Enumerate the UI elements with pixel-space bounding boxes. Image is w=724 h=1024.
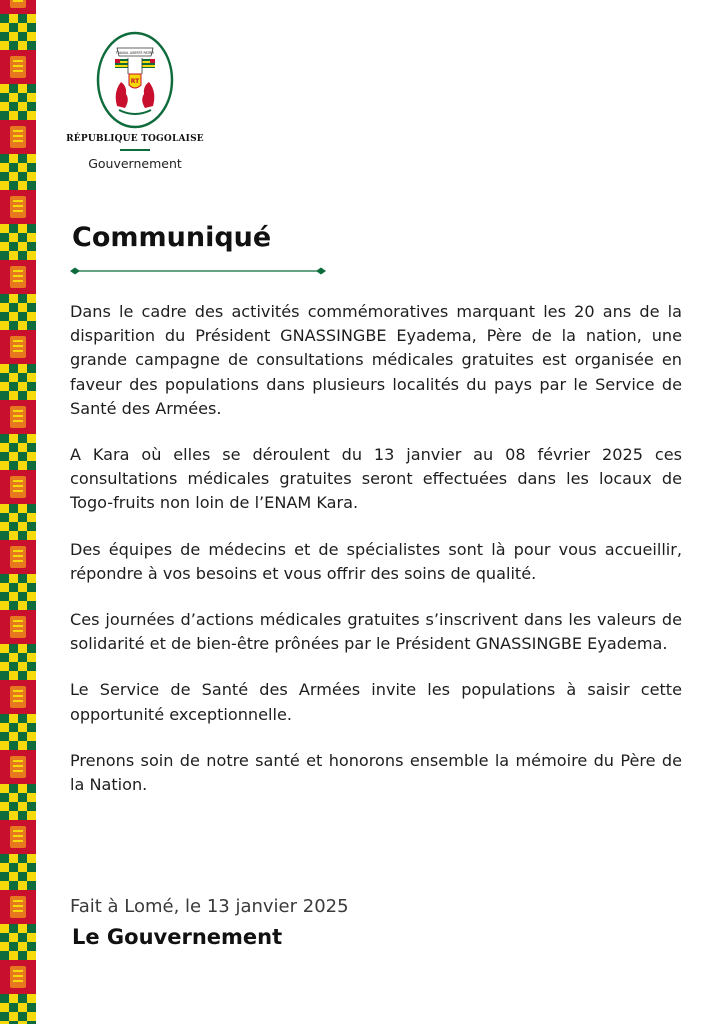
coat-of-arms-icon: [95, 30, 175, 130]
emblem-shield-text: RT: [130, 78, 140, 85]
paragraph: Le Service de Santé des Armées invite les populations à saisir cette opportunité exceptionnelle.: [70, 680, 682, 724]
page-title: Communiqué: [72, 222, 272, 253]
place-and-date: Fait à Lomé, le 13 janvier 2025: [70, 896, 349, 917]
signatory: Le Gouvernement: [72, 925, 283, 949]
paragraph: Des équipes de médecins et de spécialistes sont là pour vous accueillir, répondre à vos besoins et vous offrir des soins de qualité.: [70, 539, 682, 583]
paragraph: Ces journées d’actions médicales gratuites s’inscrivent dans les valeurs de solidarité et de bien-être prônées par le Président GNASSINGBE Eyadema.: [70, 610, 682, 654]
paragraph: A Kara où elles se déroulent du 13 janvier au 08 février 2025 ces consultations médicales gratuites seront effectuées dans les locaux de Togo-fruits non loin de l’ENAM Kara.: [70, 445, 682, 513]
communique-body: [70, 300, 682, 819]
decorative-border-strip: [0, 0, 36, 1024]
divider-right-diamond: [316, 268, 326, 275]
paragraph: Prenons soin de notre santé et honorons ensemble la mémoire du Père de la Nation.: [70, 750, 682, 795]
letterhead: [60, 30, 210, 171]
government-label: Gouvernement: [88, 156, 182, 171]
paragraph: Dans le cadre des activités commémoratives marquant les 20 ans de la disparition du Président GNASSINGBE Eyadema, Père de la nation, une grande campagne de consultations médicales gratuites est organisée en faveur des populations dans plusieurs localités du pays par le Service de Santé des Armées.: [70, 302, 682, 418]
emblem-banner-text: TRAVAIL LIBERTÉ PATRIE: [115, 51, 155, 55]
header-divider: [120, 149, 150, 151]
country-name: RÉPUBLIQUE TOGOLAISE: [66, 134, 204, 144]
title-divider: [70, 266, 326, 276]
